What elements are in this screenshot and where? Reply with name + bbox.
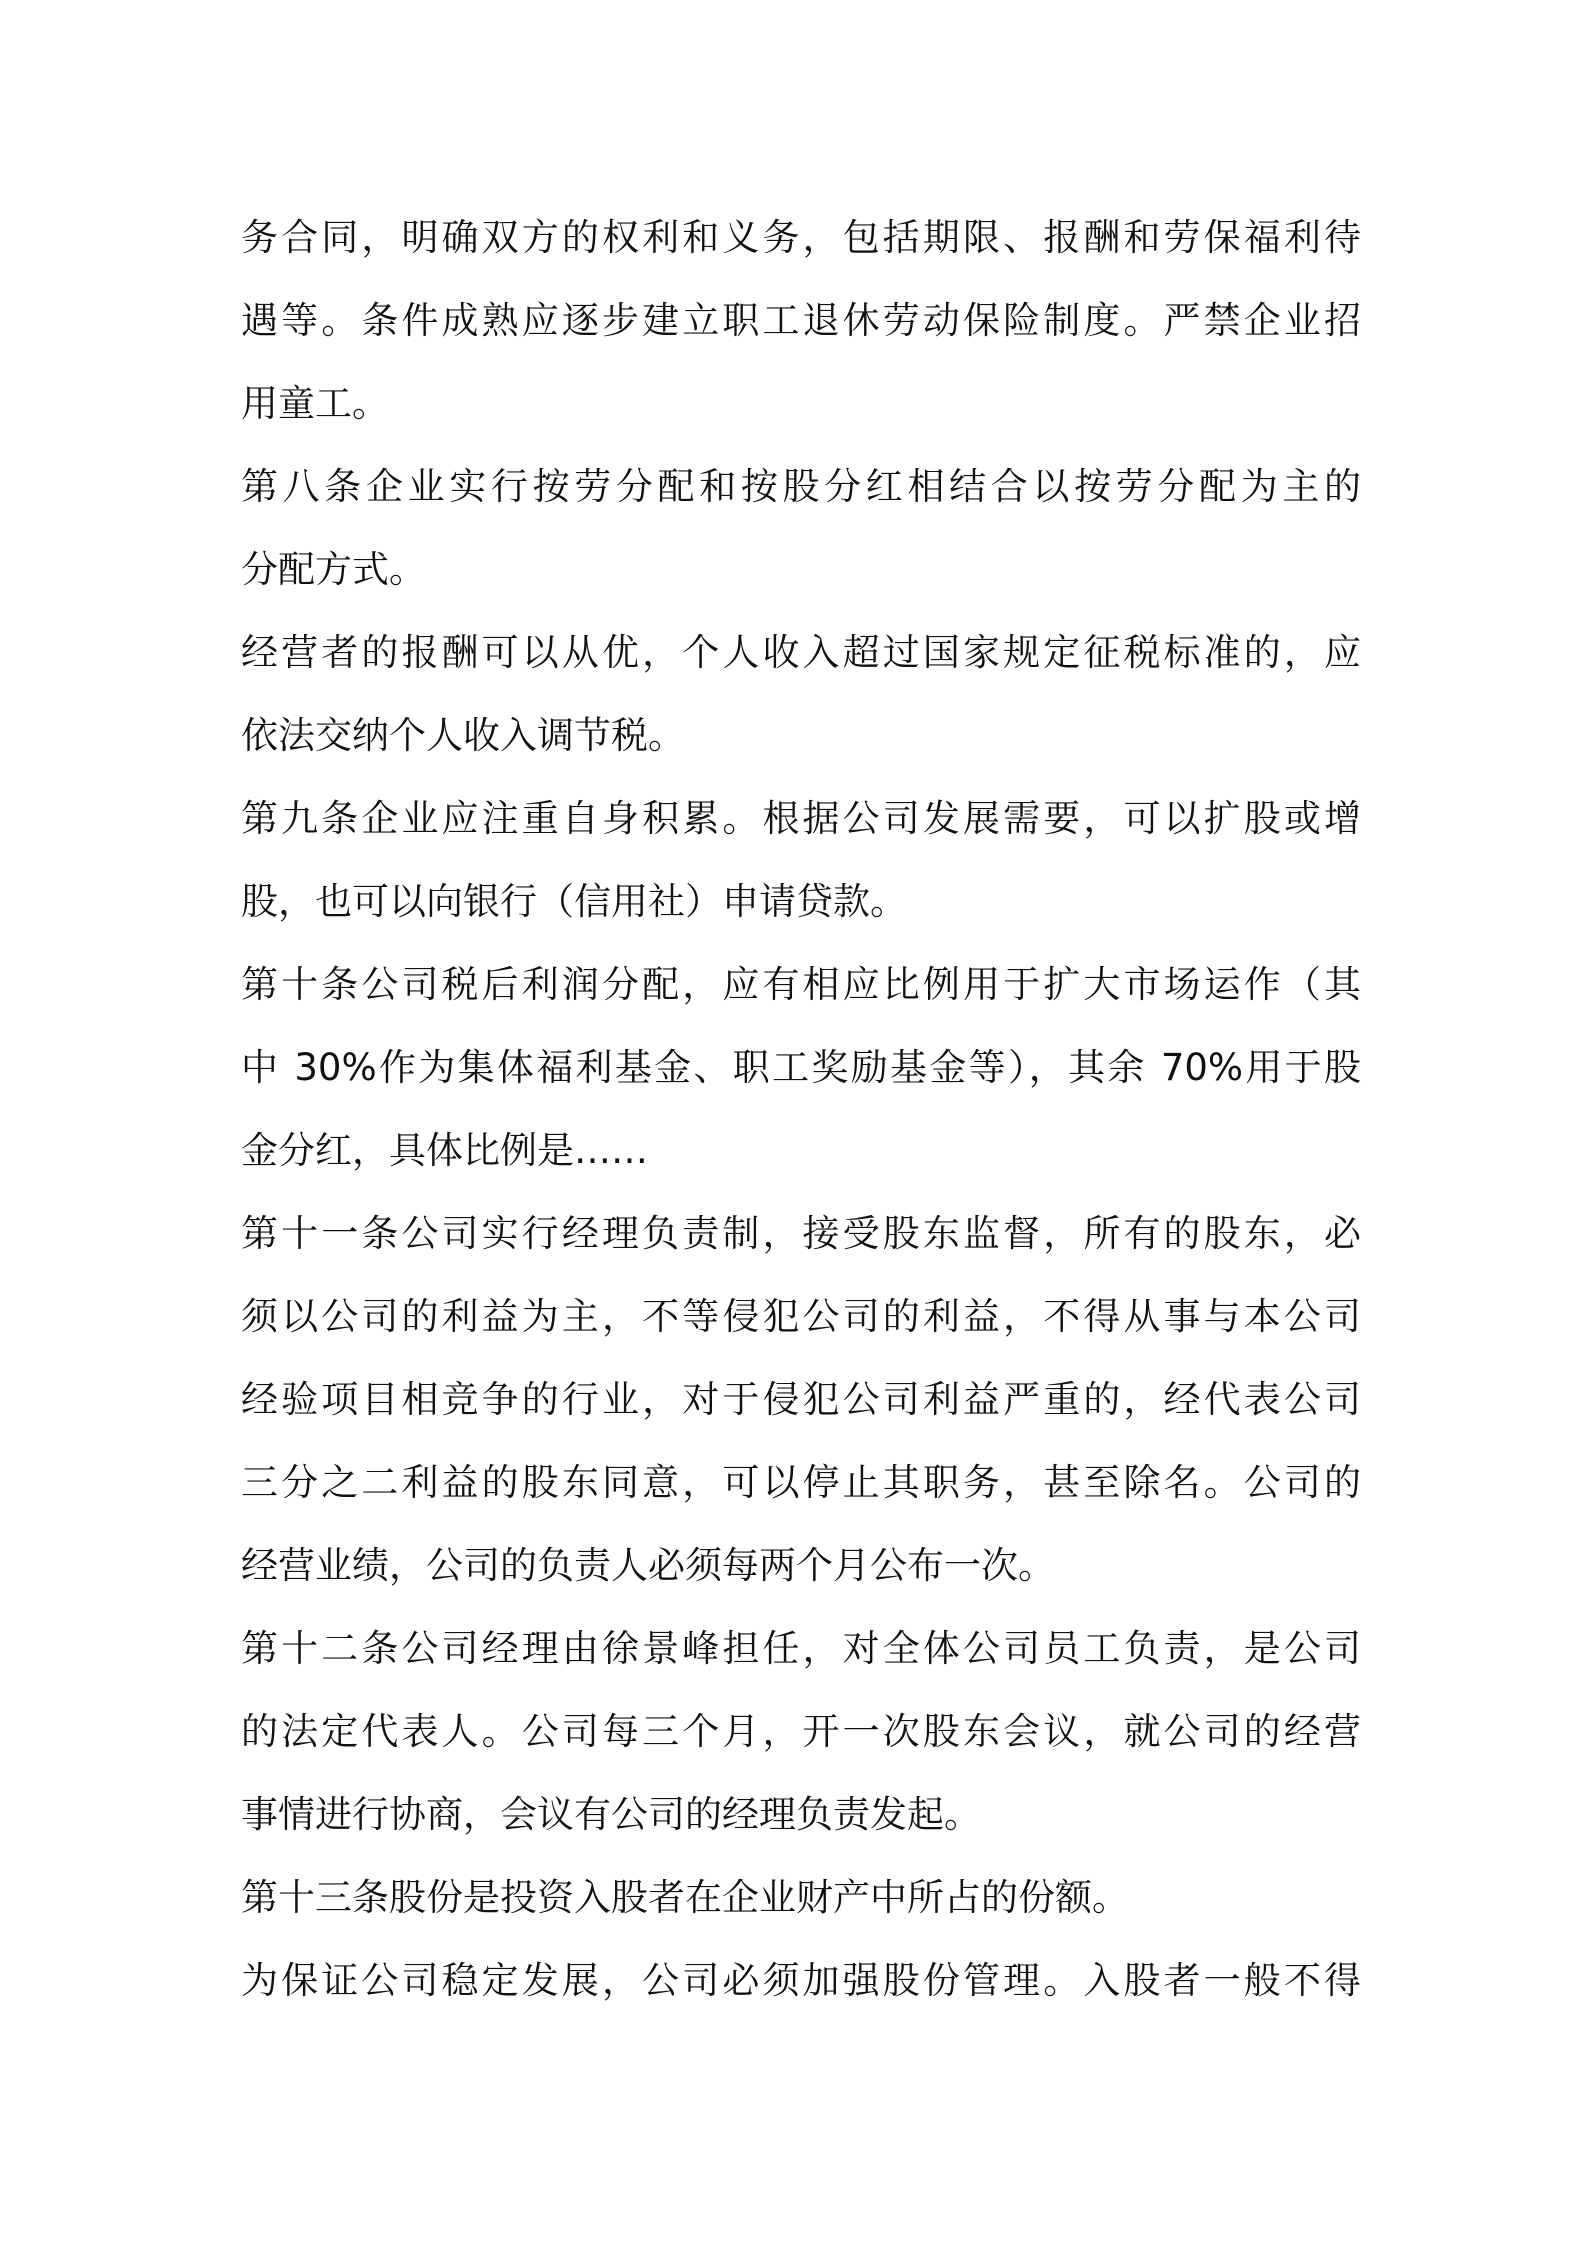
text-line: 金分红，具体比例是……: [241, 1129, 648, 1172]
text-line: 须以公司的利益为主，不等侵犯公司的利益，不得从事与本公司: [241, 1295, 1361, 1338]
text-line: 用童工。: [241, 382, 389, 425]
text-line: 事情进行协商，会议有公司的经理负责发起。: [241, 1793, 981, 1836]
text-line: 为保证公司稳定发展，公司必须加强股份管理。入股者一般不得: [241, 1959, 1361, 2002]
text-line: 第十三条股份是投资入股者在企业财产中所占的份额。: [241, 1876, 1129, 1919]
text-line: 依法交纳个人收入调节税。: [241, 714, 685, 757]
text-line: 的法定代表人。公司每三个月，开一次股东会议，就公司的经营: [241, 1710, 1361, 1753]
text-line: 第九条企业应注重自身积累。根据公司发展需要，可以扩股或增: [241, 797, 1361, 840]
text-line: 第十一条公司实行经理负责制，接受股东监督，所有的股东，必: [241, 1212, 1361, 1255]
text-line: 第八条企业实行按劳分配和按股分红相结合以按劳分配为主的: [241, 465, 1361, 508]
text-line: 经营者的报酬可以从优，个人收入超过国家规定征税标准的，应: [241, 631, 1361, 674]
text-line: 经验项目相竞争的行业，对于侵犯公司利益严重的，经代表公司: [241, 1378, 1361, 1421]
text-line: 中 30%作为集体福利基金、职工奖励基金等），其余 70%用于股: [241, 1046, 1361, 1089]
text-line: 股，也可以向银行（信用社）申请贷款。: [241, 880, 907, 923]
text-line: 经营业绩，公司的负责人必须每两个月公布一次。: [241, 1544, 1055, 1587]
text-line: 第十条公司税后利润分配，应有相应比例用于扩大市场运作（其: [241, 963, 1361, 1006]
text-line: 遇等。条件成熟应逐步建立职工退休劳动保险制度。严禁企业招: [241, 299, 1361, 342]
document-body: [241, 196, 1361, 2022]
text-line: 三分之二利益的股东同意，可以停止其职务，甚至除名。公司的: [241, 1461, 1361, 1504]
text-line: 第十二条公司经理由徐景峰担任，对全体公司员工负责，是公司: [241, 1627, 1361, 1670]
text-line: 分配方式。: [241, 548, 426, 591]
text-line: 务合同，明确双方的权利和义务，包括期限、报酬和劳保福利待: [241, 216, 1361, 259]
